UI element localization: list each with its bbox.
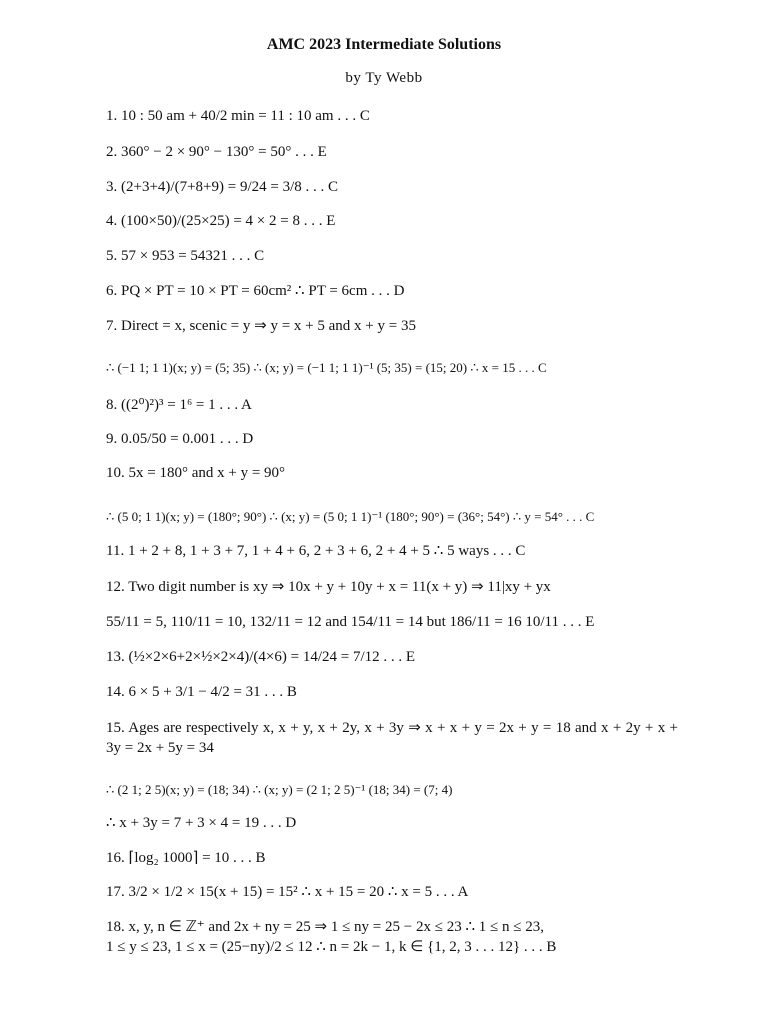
solution-line-1: 1. 10 : 50 am + 40/2 min = 11 : 10 am . . . C xyxy=(106,108,370,124)
solution-line-4: 4. (100×50)/(25×25) = 4 × 2 = 8 . . . E xyxy=(106,213,336,229)
solution-line-9: 9. 0.05/50 = 0.001 . . . D xyxy=(106,431,254,447)
solution-line-10: 10. 5x = 180° and x + y = 90° xyxy=(106,465,286,481)
solution-line-7-matrix: ∴ (−1 1; 1 1)(x; y) = (5; 35) ∴ (x; y) = (−1 1; 1 1)⁻¹ (5; 35) = (15; 20) ∴ x = 15 . . . C xyxy=(106,360,547,375)
solution-line-2: 2. 360° − 2 × 90° − 130° = 50° . . . E xyxy=(106,144,327,160)
solution-line-3: 3. (2+3+4)/(7+8+9) = 9/24 = 3/8 . . . C xyxy=(106,179,338,195)
solution-line-18: 18. x, y, n ∈ ℤ⁺ and 2x + ny = 25 ⇒ 1 ≤ ny = 25 − 2x ≤ 23 ∴ 1 ≤ n ≤ 23, xyxy=(106,919,544,935)
document-title: AMC 2023 Intermediate Solutions xyxy=(266,36,502,53)
solution-line-15-cont: ∴ x + 3y = 7 + 3 × 4 = 19 . . . D xyxy=(106,815,297,831)
solution-line-8: 8. ((2⁰)²)³ = 1⁶ = 1 . . . A xyxy=(106,397,252,413)
solution-line-13: 13. (½×2×6+2×½×2×4)/(4×6) = 14/24 = 7/12 . . . E xyxy=(106,649,416,665)
solution-line-5: 5. 57 × 953 = 54321 . . . C xyxy=(106,248,265,264)
solution-line-7: 7. Direct = x, scenic = y ⇒ y = x + 5 and x + y = 35 xyxy=(106,318,416,334)
solution-line-11: 11. 1 + 2 + 8, 1 + 3 + 7, 1 + 4 + 6, 2 + 3 + 6, 2 + 4 + 5 ∴ 5 ways . . . C xyxy=(106,543,526,559)
solution-line-12-cont: 55/11 = 5, 110/11 = 10, 132/11 = 12 and 154/11 = 14 but 186/11 = 16 10/11 . . . E xyxy=(106,614,595,630)
document-author: by Ty Webb xyxy=(345,70,423,86)
solution-line-15-matrix: ∴ (2 1; 2 5)(x; y) = (18; 34) ∴ (x; y) = (2 1; 2 5)⁻¹ (18; 34) = (7; 4) xyxy=(106,782,453,797)
solution-line-12: 12. Two digit number is xy ⇒ 10x + y + 10y + x = 11(x + y) ⇒ 11|xy + yx xyxy=(106,579,551,595)
solution-line-15: 15. Ages are respectively x, x + y, x + 2y, x + 3y ⇒ x + x + y = 2x + y = 18 and x + 2y + x + 3y = 2x + 5y = 34 xyxy=(106,720,678,756)
solution-line-6: 6. PQ × PT = 10 × PT = 60cm² ∴ PT = 6cm . . . D xyxy=(106,283,405,299)
solution-line-18-cont: 1 ≤ y ≤ 23, 1 ≤ x = (25−ny)/2 ≤ 12 ∴ n = 2k − 1, k ∈ {1, 2, 3 . . . 12} . . . B xyxy=(106,939,557,955)
solution-line-17: 17. 3/2 × 1/2 × 15(x + 15) = 15² ∴ x + 15 = 20 ∴ x = 5 . . . A xyxy=(106,884,469,900)
solution-line-10-matrix: ∴ (5 0; 1 1)(x; y) = (180°; 90°) ∴ (x; y) = (5 0; 1 1)⁻¹ (180°; 90°) = (36°; 54°) ∴ y = 54° . . . C xyxy=(106,509,595,524)
solution-line-14: 14. 6 × 5 + 3/1 − 4/2 = 31 . . . B xyxy=(106,684,297,700)
solution-line-16: 16. ⌈log₂ 1000⌉ = 10 . . . B xyxy=(106,850,266,866)
